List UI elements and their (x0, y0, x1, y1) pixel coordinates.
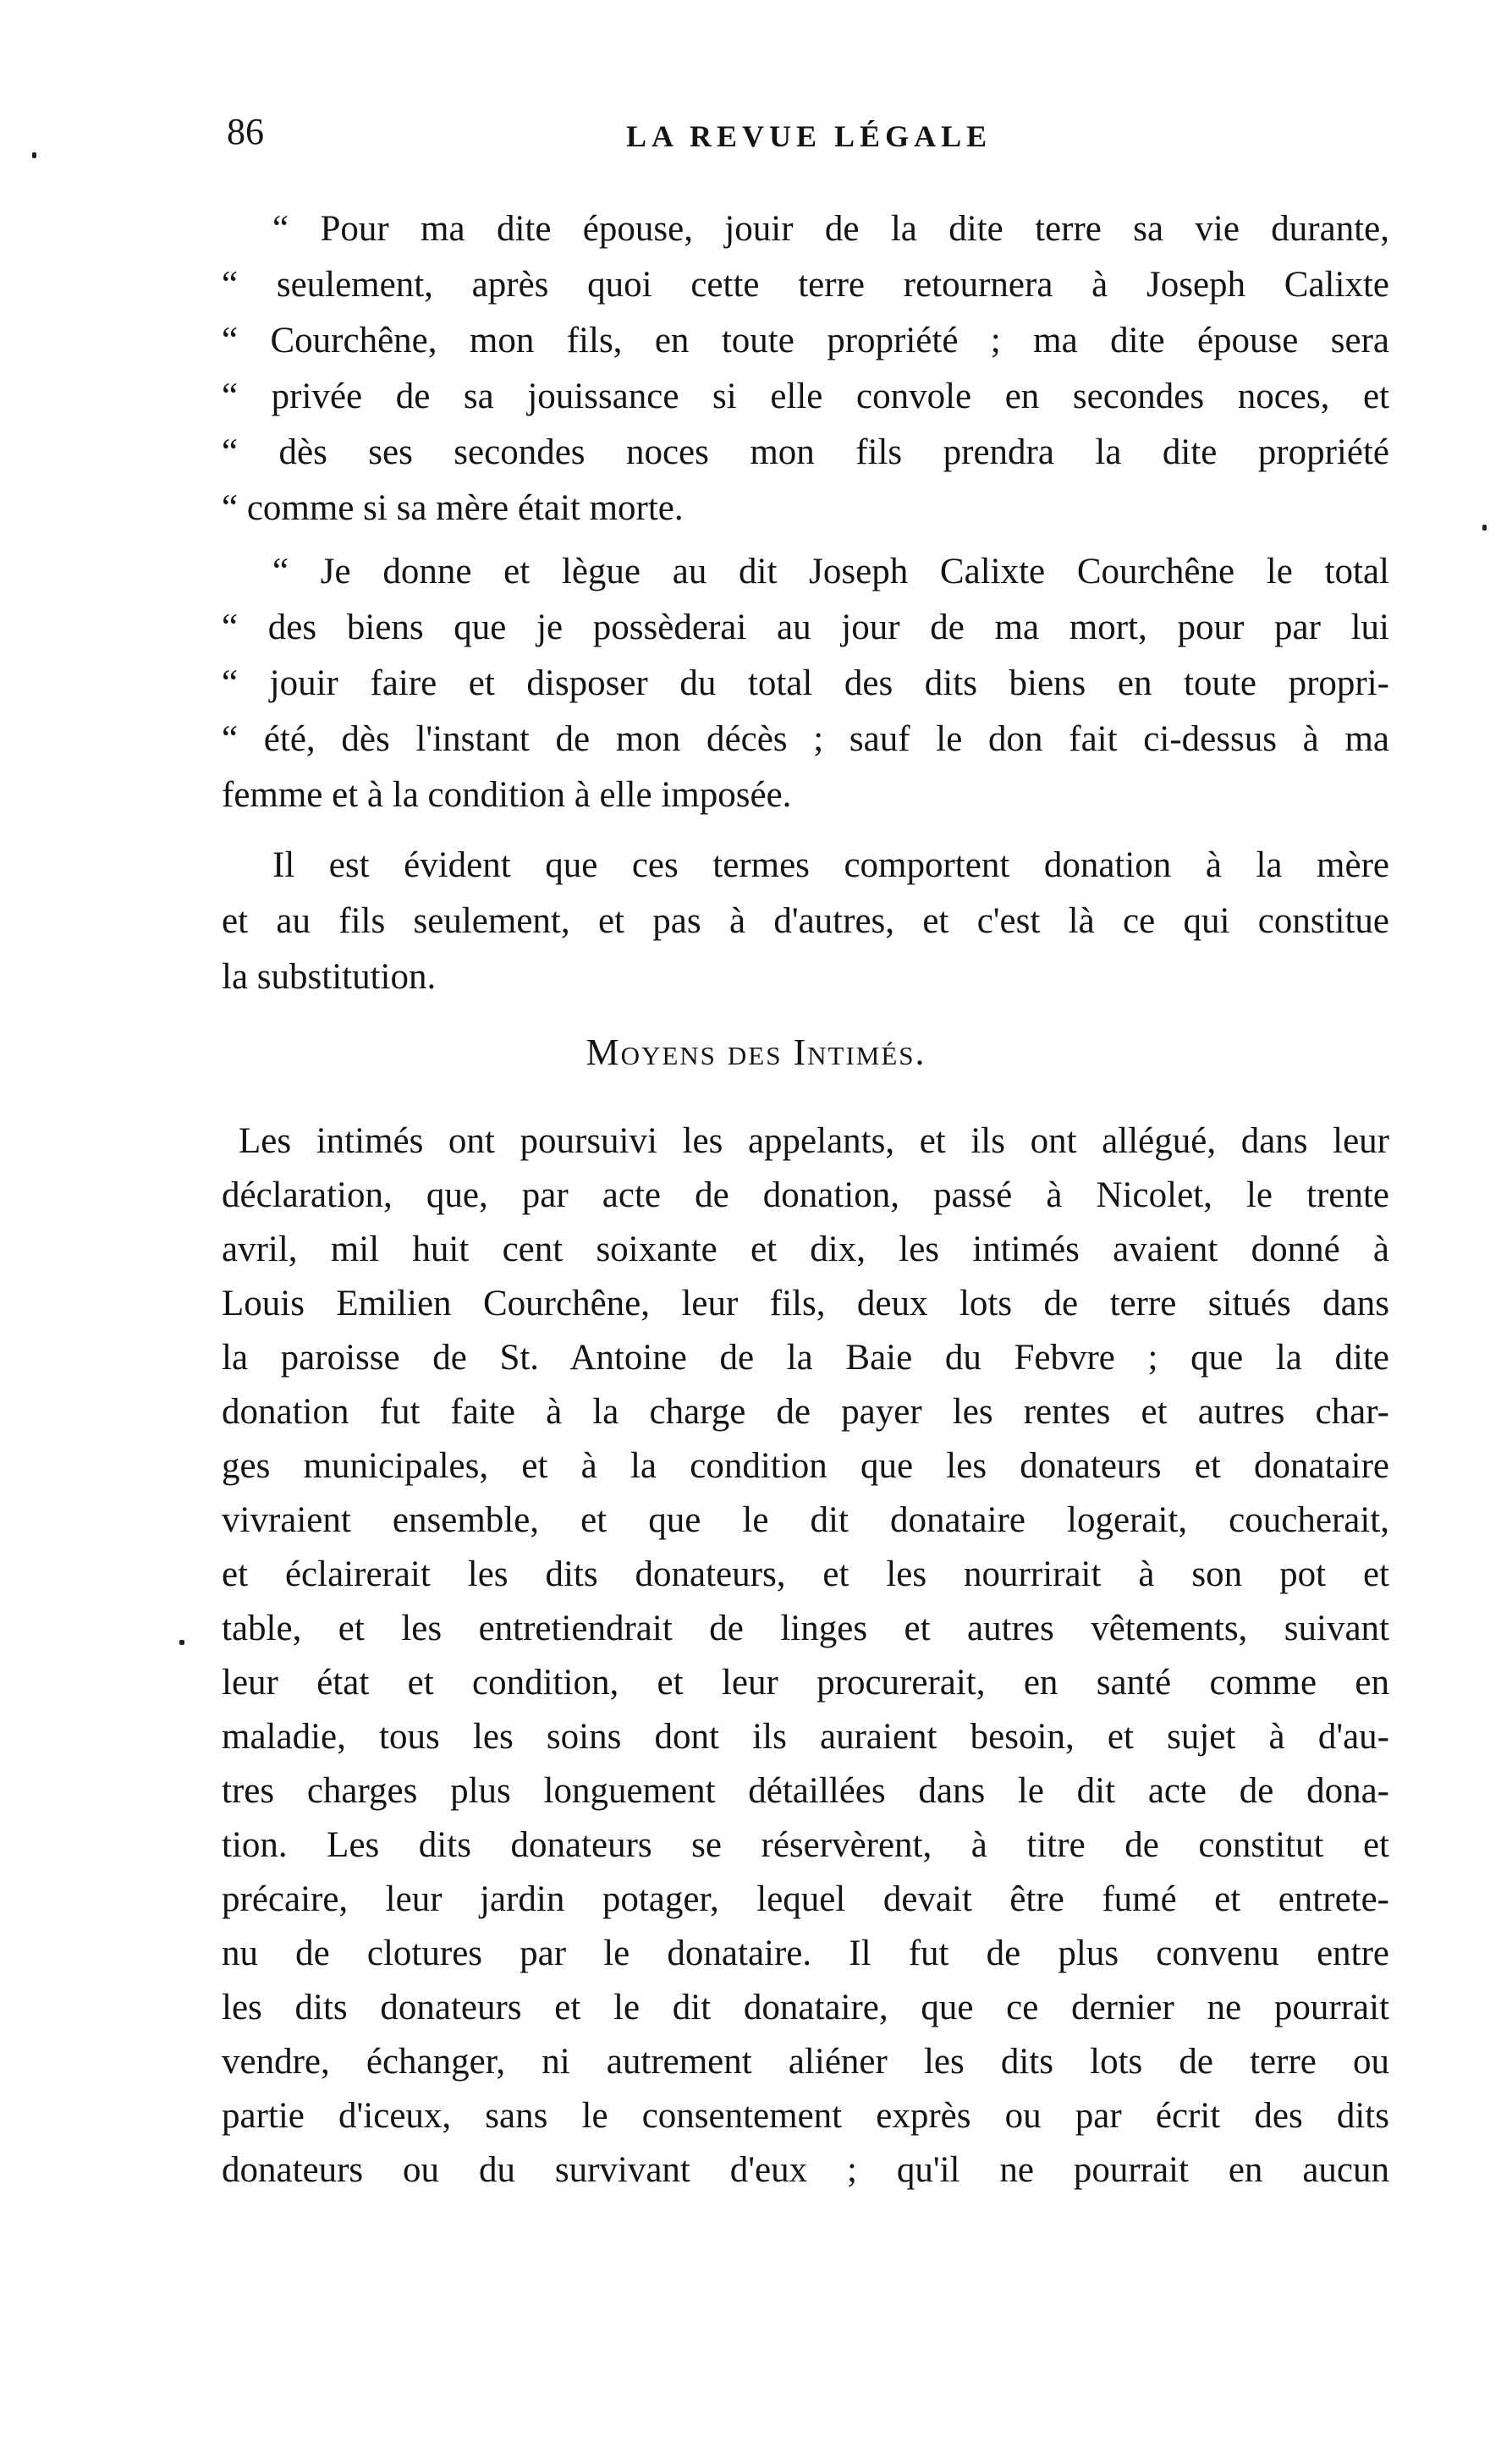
text-line: Les intimés ont poursuivi les appelants, et ils ont allégué, dans leur (239, 1121, 1389, 1161)
page-number: 86 (227, 111, 264, 152)
text-line: la paroisse de St. Antoine de la Baie du Febvre ; que la dite (222, 1338, 1389, 1378)
text-line: “ Pour ma dite épouse, jouir de la dite terre sa vie durante, (272, 209, 1389, 249)
text-line: “ privée de sa jouissance si elle convole en secondes noces, et (222, 377, 1389, 416)
text-line: leur état et condition, et leur procurerait, en santé comme en (222, 1663, 1389, 1703)
text-line: et au fils seulement, et pas à d'autres, et c'est là ce qui constitue (222, 901, 1389, 941)
text-line: Il est évident que ces termes comportent donation à la mère (272, 845, 1389, 885)
text-line: déclaration, que, par acte de donation, passé à Nicolet, le trente (222, 1175, 1389, 1215)
text-line: nu de clotures par le donataire. Il fut de plus convenu entre (222, 1934, 1389, 1973)
text-line: ges municipales, et à la condition que les donateurs et donataire (222, 1446, 1389, 1486)
text-line: table, et les entretiendrait de linges et autres vêtements, suivant (222, 1609, 1389, 1648)
text-line: vivraient ensemble, et que le dit donataire logerait, coucherait, (222, 1500, 1389, 1540)
text-line: Louis Emilien Courchêne, leur fils, deux lots de terre situés dans (222, 1284, 1389, 1323)
text-line: tres charges plus longuement détaillées dans le dit acte de dona- (222, 1771, 1389, 1811)
text-line: la substitution. (222, 957, 437, 997)
text-line: les dits donateurs et le dit donataire, que ce dernier ne pourrait (222, 1988, 1389, 2027)
text-line: maladie, tous les soins dont ils auraient besoin, et sujet à d'au- (222, 1717, 1389, 1757)
text-line: “ seulement, après quoi cette terre retournera à Joseph Calixte (222, 265, 1389, 305)
text-line: “ jouir faire et disposer du total des dits biens en toute propri- (222, 663, 1389, 703)
text-line: “ comme si sa mère était morte. (222, 488, 684, 528)
text-line: “ dès ses secondes noces mon fils prendra la dite propriété (222, 432, 1389, 472)
scan-speck (1482, 525, 1487, 531)
text-line: avril, mil huit cent soixante et dix, les intimés avaient donné à (222, 1230, 1389, 1269)
text-line: partie d'iceux, sans le consentement exprès ou par écrit des dits (222, 2096, 1389, 2136)
text-line: précaire, leur jardin potager, lequel devait être fumé et entrete- (222, 1879, 1389, 1919)
section-heading: Moyens des Intimés. (586, 1031, 926, 1073)
text-line: tion. Les dits donateurs se réservèrent, à titre de constitut et (222, 1825, 1389, 1865)
text-line: femme et à la condition à elle imposée. (222, 775, 792, 815)
scan-speck (32, 152, 36, 158)
text-line: et éclairerait les dits donateurs, et les nourrirait à son pot et (222, 1554, 1389, 1594)
text-line: “ Courchêne, mon fils, en toute propriété ; ma dite épouse sera (222, 321, 1389, 360)
text-line: “ été, dès l'instant de mon décès ; sauf le don fait ci-dessus à ma (222, 719, 1389, 759)
text-line: donateurs ou du survivant d'eux ; qu'il ne pourrait en aucun (222, 2150, 1389, 2190)
text-line: donation fut faite à la charge de payer les rentes et autres char- (222, 1392, 1389, 1432)
running-head: LA REVUE LÉGALE (626, 119, 992, 153)
scan-speck (179, 1640, 184, 1645)
text-line: “ Je donne et lègue au dit Joseph Calixte Courchêne le total (272, 552, 1389, 591)
text-line: vendre, échanger, ni autrement aliéner les dits lots de terre ou (222, 2042, 1389, 2082)
text-line: “ des biens que je possèderai au jour de ma mort, pour par lui (222, 608, 1389, 647)
